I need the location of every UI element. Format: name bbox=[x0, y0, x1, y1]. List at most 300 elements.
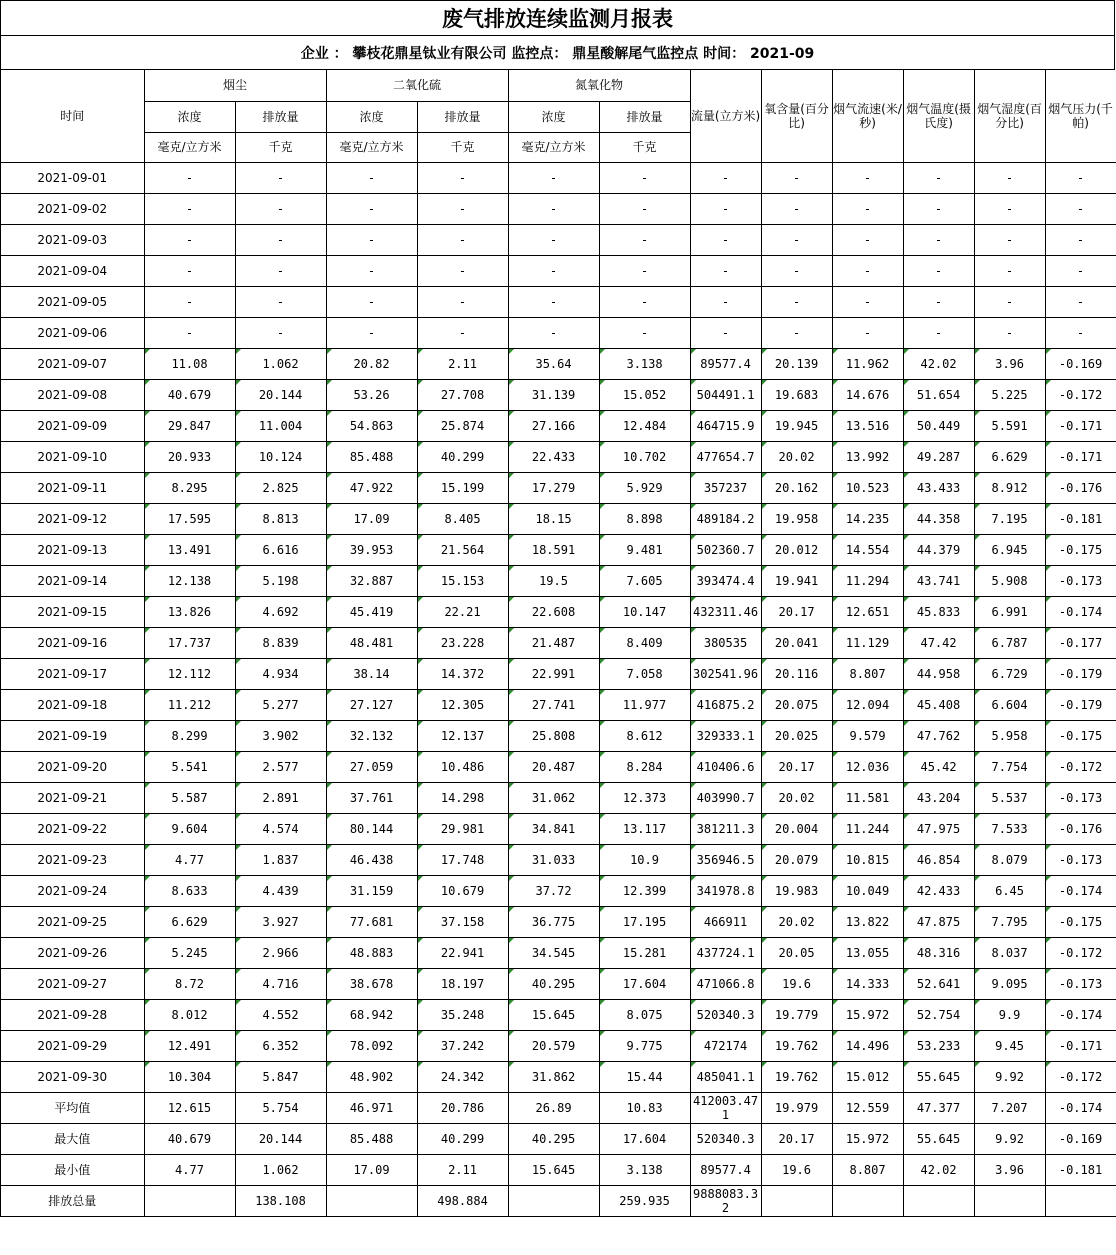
cell-flow: 485041.1 bbox=[690, 1061, 761, 1092]
cell-nox-emission: 10.83 bbox=[599, 1092, 690, 1123]
cell-so2-concentration: 48.481 bbox=[326, 627, 417, 658]
cell-humidity: 9.92 bbox=[974, 1123, 1045, 1154]
cell-flow: 341978.8 bbox=[690, 875, 761, 906]
cell-temperature: - bbox=[903, 193, 974, 224]
header-oxygen: 氧含量(百分比) bbox=[761, 70, 832, 162]
table-row bbox=[1, 348, 1116, 379]
cell-nox-emission: 17.195 bbox=[599, 906, 690, 937]
cell-dust-concentration: - bbox=[144, 193, 235, 224]
cell-humidity: 9.095 bbox=[974, 968, 1045, 999]
cell-velocity: 9.579 bbox=[832, 720, 903, 751]
cell-velocity: 11.962 bbox=[832, 348, 903, 379]
cell-so2-emission: 498.884 bbox=[417, 1185, 508, 1216]
cell-flow: - bbox=[690, 286, 761, 317]
cell-so2-concentration: 46.971 bbox=[326, 1092, 417, 1123]
cell-dust-concentration: 9.604 bbox=[144, 813, 235, 844]
cell-so2-emission: 22.941 bbox=[417, 937, 508, 968]
cell-so2-emission: 40.299 bbox=[417, 1123, 508, 1154]
cell-so2-concentration: 17.09 bbox=[326, 1154, 417, 1185]
cell-dust-concentration: 8.633 bbox=[144, 875, 235, 906]
cell-temperature: 44.379 bbox=[903, 534, 974, 565]
cell-velocity: 14.554 bbox=[832, 534, 903, 565]
cell-so2-concentration: 77.681 bbox=[326, 906, 417, 937]
header-dust-concentration: 浓度 bbox=[144, 101, 235, 132]
cell-so2-emission: 12.137 bbox=[417, 720, 508, 751]
cell-pressure: -0.175 bbox=[1045, 534, 1116, 565]
cell-temperature: - bbox=[903, 224, 974, 255]
cell-humidity: 5.225 bbox=[974, 379, 1045, 410]
cell-dust-emission: 20.144 bbox=[235, 1123, 326, 1154]
cell-velocity: 10.049 bbox=[832, 875, 903, 906]
cell-pressure: -0.173 bbox=[1045, 782, 1116, 813]
table-row bbox=[1, 317, 1116, 348]
cell-time: 2021-09-30 bbox=[1, 1061, 144, 1092]
cell-temperature: 47.377 bbox=[903, 1092, 974, 1123]
table-row bbox=[1, 875, 1116, 906]
cell-pressure: -0.174 bbox=[1045, 596, 1116, 627]
cell-so2-concentration: 68.942 bbox=[326, 999, 417, 1030]
cell-nox-concentration: 15.645 bbox=[508, 999, 599, 1030]
cell-flow: 302541.96 bbox=[690, 658, 761, 689]
cell-nox-emission: 12.484 bbox=[599, 410, 690, 441]
cell-velocity: 13.992 bbox=[832, 441, 903, 472]
cell-nox-concentration: 36.775 bbox=[508, 906, 599, 937]
cell-time: 2021-09-22 bbox=[1, 813, 144, 844]
cell-velocity: 14.333 bbox=[832, 968, 903, 999]
cell-velocity: 11.294 bbox=[832, 565, 903, 596]
cell-oxygen: - bbox=[761, 317, 832, 348]
cell-dust-concentration: 10.304 bbox=[144, 1061, 235, 1092]
cell-pressure: -0.174 bbox=[1045, 999, 1116, 1030]
cell-so2-emission: 22.21 bbox=[417, 596, 508, 627]
cell-so2-concentration: 27.127 bbox=[326, 689, 417, 720]
cell-time: 2021-09-20 bbox=[1, 751, 144, 782]
cell-so2-emission: 12.305 bbox=[417, 689, 508, 720]
cell-flow: - bbox=[690, 162, 761, 193]
cell-velocity: 14.235 bbox=[832, 503, 903, 534]
cell-time: 2021-09-10 bbox=[1, 441, 144, 472]
table-row bbox=[1, 1030, 1116, 1061]
cell-pressure: -0.173 bbox=[1045, 968, 1116, 999]
cell-dust-emission: 4.716 bbox=[235, 968, 326, 999]
cell-so2-concentration bbox=[326, 1185, 417, 1216]
cell-flow: - bbox=[690, 255, 761, 286]
cell-velocity: - bbox=[832, 193, 903, 224]
cell-time: 2021-09-24 bbox=[1, 875, 144, 906]
cell-flow: 437724.1 bbox=[690, 937, 761, 968]
cell-so2-concentration: - bbox=[326, 193, 417, 224]
cell-temperature: - bbox=[903, 317, 974, 348]
cell-oxygen: - bbox=[761, 224, 832, 255]
cell-velocity: 12.094 bbox=[832, 689, 903, 720]
cell-dust-emission: 20.144 bbox=[235, 379, 326, 410]
cell-nox-concentration: - bbox=[508, 286, 599, 317]
cell-oxygen: 20.079 bbox=[761, 844, 832, 875]
cell-so2-concentration: - bbox=[326, 317, 417, 348]
cell-humidity: 6.629 bbox=[974, 441, 1045, 472]
cell-nox-concentration: 25.808 bbox=[508, 720, 599, 751]
cell-dust-concentration: 17.737 bbox=[144, 627, 235, 658]
cell-dust-emission: 1.837 bbox=[235, 844, 326, 875]
cell-dust-concentration: 4.77 bbox=[144, 844, 235, 875]
cell-dust-concentration: 40.679 bbox=[144, 1123, 235, 1154]
cell-temperature: 51.654 bbox=[903, 379, 974, 410]
cell-dust-emission: 2.825 bbox=[235, 472, 326, 503]
cell-temperature: 48.316 bbox=[903, 937, 974, 968]
cell-oxygen: - bbox=[761, 162, 832, 193]
cell-flow: 504491.1 bbox=[690, 379, 761, 410]
cell-nox-concentration: 37.72 bbox=[508, 875, 599, 906]
cell-temperature: 44.358 bbox=[903, 503, 974, 534]
cell-oxygen: 19.941 bbox=[761, 565, 832, 596]
cell-humidity: 6.991 bbox=[974, 596, 1045, 627]
cell-temperature: 45.408 bbox=[903, 689, 974, 720]
header-velocity: 烟气流速(米/秒) bbox=[832, 70, 903, 162]
cell-pressure: - bbox=[1045, 224, 1116, 255]
cell-oxygen: 20.17 bbox=[761, 596, 832, 627]
emission-table bbox=[1, 70, 1116, 1217]
cell-dust-concentration: 8.012 bbox=[144, 999, 235, 1030]
cell-nox-emission: 10.702 bbox=[599, 441, 690, 472]
cell-dust-emission: 10.124 bbox=[235, 441, 326, 472]
cell-dust-concentration: 8.72 bbox=[144, 968, 235, 999]
cell-flow: 329333.1 bbox=[690, 720, 761, 751]
header-nox-concentration: 浓度 bbox=[508, 101, 599, 132]
table-row bbox=[1, 782, 1116, 813]
cell-nox-concentration: - bbox=[508, 317, 599, 348]
header-so2-concentration: 浓度 bbox=[326, 101, 417, 132]
cell-nox-concentration: 21.487 bbox=[508, 627, 599, 658]
cell-velocity: 12.651 bbox=[832, 596, 903, 627]
header-nox: 氮氧化物 bbox=[508, 70, 690, 101]
cell-so2-concentration: - bbox=[326, 286, 417, 317]
cell-oxygen: 19.979 bbox=[761, 1092, 832, 1123]
cell-nox-emission: 8.612 bbox=[599, 720, 690, 751]
cell-temperature: 45.42 bbox=[903, 751, 974, 782]
table-row bbox=[1, 937, 1116, 968]
cell-time: 2021-09-23 bbox=[1, 844, 144, 875]
cell-dust-concentration bbox=[144, 1185, 235, 1216]
cell-nox-emission: 8.284 bbox=[599, 751, 690, 782]
cell-velocity: 15.012 bbox=[832, 1061, 903, 1092]
cell-time: 2021-09-15 bbox=[1, 596, 144, 627]
cell-nox-concentration: 34.841 bbox=[508, 813, 599, 844]
cell-time: 2021-09-21 bbox=[1, 782, 144, 813]
cell-so2-concentration: 45.419 bbox=[326, 596, 417, 627]
cell-so2-emission: 37.158 bbox=[417, 906, 508, 937]
cell-velocity: - bbox=[832, 224, 903, 255]
cell-dust-emission: 11.004 bbox=[235, 410, 326, 441]
cell-flow: - bbox=[690, 224, 761, 255]
cell-so2-emission: 29.981 bbox=[417, 813, 508, 844]
cell-dust-concentration: 12.112 bbox=[144, 658, 235, 689]
cell-nox-emission: 17.604 bbox=[599, 968, 690, 999]
cell-nox-concentration: 18.591 bbox=[508, 534, 599, 565]
cell-so2-emission: 23.228 bbox=[417, 627, 508, 658]
cell-nox-concentration: 22.991 bbox=[508, 658, 599, 689]
cell-temperature: 49.287 bbox=[903, 441, 974, 472]
cell-humidity: 8.079 bbox=[974, 844, 1045, 875]
cell-so2-concentration: 48.902 bbox=[326, 1061, 417, 1092]
cell-humidity: 5.908 bbox=[974, 565, 1045, 596]
cell-dust-concentration: - bbox=[144, 255, 235, 286]
cell-dust-emission: 3.902 bbox=[235, 720, 326, 751]
cell-dust-emission: 2.577 bbox=[235, 751, 326, 782]
cell-dust-concentration: 40.679 bbox=[144, 379, 235, 410]
cell-velocity: 13.516 bbox=[832, 410, 903, 441]
cell-pressure: -0.175 bbox=[1045, 720, 1116, 751]
cell-temperature: 47.42 bbox=[903, 627, 974, 658]
cell-temperature: 52.754 bbox=[903, 999, 974, 1030]
cell-temperature: 43.204 bbox=[903, 782, 974, 813]
header-so2-emission: 排放量 bbox=[417, 101, 508, 132]
cell-oxygen: 20.139 bbox=[761, 348, 832, 379]
header-dust: 烟尘 bbox=[144, 70, 326, 101]
cell-dust-concentration: 20.933 bbox=[144, 441, 235, 472]
cell-nox-emission: 15.281 bbox=[599, 937, 690, 968]
cell-so2-emission: 15.199 bbox=[417, 472, 508, 503]
cell-dust-concentration: 8.295 bbox=[144, 472, 235, 503]
cell-pressure: -0.173 bbox=[1045, 844, 1116, 875]
cell-time: 2021-09-19 bbox=[1, 720, 144, 751]
cell-so2-concentration: 39.953 bbox=[326, 534, 417, 565]
cell-so2-concentration: 38.678 bbox=[326, 968, 417, 999]
cell-dust-emission: 2.891 bbox=[235, 782, 326, 813]
cell-oxygen: - bbox=[761, 286, 832, 317]
cell-dust-concentration: 6.629 bbox=[144, 906, 235, 937]
table-row bbox=[1, 1061, 1116, 1092]
cell-pressure: -0.179 bbox=[1045, 658, 1116, 689]
cell-so2-emission: 14.298 bbox=[417, 782, 508, 813]
table-row bbox=[1, 255, 1116, 286]
cell-humidity: 6.45 bbox=[974, 875, 1045, 906]
cell-temperature: 45.833 bbox=[903, 596, 974, 627]
cell-nox-emission: 5.929 bbox=[599, 472, 690, 503]
cell-velocity: 14.496 bbox=[832, 1030, 903, 1061]
header-time: 时间 bbox=[1, 70, 144, 162]
cell-humidity: 8.037 bbox=[974, 937, 1045, 968]
header-pressure: 烟气压力(千帕) bbox=[1045, 70, 1116, 162]
cell-velocity: 15.972 bbox=[832, 999, 903, 1030]
cell-time: 2021-09-04 bbox=[1, 255, 144, 286]
cell-so2-emission: 18.197 bbox=[417, 968, 508, 999]
cell-pressure: -0.181 bbox=[1045, 1154, 1116, 1185]
cell-oxygen: 19.983 bbox=[761, 875, 832, 906]
header-so2-conc-unit: 毫克/立方米 bbox=[326, 132, 417, 162]
cell-temperature: 53.233 bbox=[903, 1030, 974, 1061]
cell-dust-concentration: 8.299 bbox=[144, 720, 235, 751]
cell-nox-concentration: 17.279 bbox=[508, 472, 599, 503]
cell-flow: 520340.3 bbox=[690, 1123, 761, 1154]
cell-velocity: - bbox=[832, 286, 903, 317]
table-row bbox=[1, 1123, 1116, 1154]
table-row bbox=[1, 472, 1116, 503]
cell-nox-emission: 9.775 bbox=[599, 1030, 690, 1061]
table-row bbox=[1, 162, 1116, 193]
cell-flow: 464715.9 bbox=[690, 410, 761, 441]
cell-dust-emission: 5.198 bbox=[235, 565, 326, 596]
cell-nox-concentration: 20.579 bbox=[508, 1030, 599, 1061]
cell-dust-emission: 138.108 bbox=[235, 1185, 326, 1216]
cell-temperature: 47.975 bbox=[903, 813, 974, 844]
cell-oxygen: 20.116 bbox=[761, 658, 832, 689]
cell-nox-emission: 8.409 bbox=[599, 627, 690, 658]
cell-oxygen: 19.945 bbox=[761, 410, 832, 441]
cell-so2-emission: 8.405 bbox=[417, 503, 508, 534]
cell-pressure: -0.177 bbox=[1045, 627, 1116, 658]
cell-so2-concentration: 78.092 bbox=[326, 1030, 417, 1061]
cell-humidity: - bbox=[974, 193, 1045, 224]
cell-nox-emission: 17.604 bbox=[599, 1123, 690, 1154]
cell-pressure: -0.171 bbox=[1045, 441, 1116, 472]
cell-temperature: - bbox=[903, 162, 974, 193]
cell-velocity: - bbox=[832, 255, 903, 286]
cell-pressure: - bbox=[1045, 317, 1116, 348]
cell-nox-concentration: 20.487 bbox=[508, 751, 599, 782]
table-row bbox=[1, 1154, 1116, 1185]
cell-so2-emission: 17.748 bbox=[417, 844, 508, 875]
cell-velocity: 12.559 bbox=[832, 1092, 903, 1123]
cell-temperature: 44.958 bbox=[903, 658, 974, 689]
cell-so2-emission: - bbox=[417, 317, 508, 348]
cell-nox-emission: 10.147 bbox=[599, 596, 690, 627]
cell-nox-concentration: - bbox=[508, 255, 599, 286]
cell-so2-concentration: 38.14 bbox=[326, 658, 417, 689]
cell-nox-concentration: 22.433 bbox=[508, 441, 599, 472]
cell-flow: 9888083.32 bbox=[690, 1185, 761, 1216]
cell-velocity: - bbox=[832, 317, 903, 348]
cell-pressure: -0.172 bbox=[1045, 937, 1116, 968]
cell-dust-concentration: 11.08 bbox=[144, 348, 235, 379]
cell-dust-concentration: 5.541 bbox=[144, 751, 235, 782]
cell-flow: 89577.4 bbox=[690, 1154, 761, 1185]
cell-so2-emission: - bbox=[417, 224, 508, 255]
cell-nox-emission: 12.399 bbox=[599, 875, 690, 906]
cell-temperature: 43.433 bbox=[903, 472, 974, 503]
cell-flow: 466911 bbox=[690, 906, 761, 937]
cell-time: 2021-09-06 bbox=[1, 317, 144, 348]
cell-dust-emission: 5.754 bbox=[235, 1092, 326, 1123]
cell-humidity: 3.96 bbox=[974, 348, 1045, 379]
cell-dust-concentration: 11.212 bbox=[144, 689, 235, 720]
cell-velocity bbox=[832, 1185, 903, 1216]
cell-pressure: - bbox=[1045, 255, 1116, 286]
table-row bbox=[1, 999, 1116, 1030]
cell-nox-concentration: 31.062 bbox=[508, 782, 599, 813]
cell-humidity bbox=[974, 1185, 1045, 1216]
cell-nox-emission: 7.058 bbox=[599, 658, 690, 689]
cell-so2-concentration: 17.09 bbox=[326, 503, 417, 534]
cell-temperature: 46.854 bbox=[903, 844, 974, 875]
cell-dust-emission: - bbox=[235, 193, 326, 224]
cell-so2-emission: 40.299 bbox=[417, 441, 508, 472]
cell-dust-concentration: 13.826 bbox=[144, 596, 235, 627]
header-so2: 二氧化硫 bbox=[326, 70, 508, 101]
cell-oxygen: 20.075 bbox=[761, 689, 832, 720]
cell-nox-concentration: - bbox=[508, 224, 599, 255]
header-flow: 流量(立方米) bbox=[690, 70, 761, 162]
cell-oxygen: 20.004 bbox=[761, 813, 832, 844]
cell-dust-concentration: 12.615 bbox=[144, 1092, 235, 1123]
cell-velocity: 11.129 bbox=[832, 627, 903, 658]
cell-time: 排放总量 bbox=[1, 1185, 144, 1216]
cell-dust-concentration: - bbox=[144, 317, 235, 348]
cell-nox-emission: 13.117 bbox=[599, 813, 690, 844]
cell-dust-emission: 4.934 bbox=[235, 658, 326, 689]
cell-nox-emission: 3.138 bbox=[599, 348, 690, 379]
header-nox-conc-unit: 毫克/立方米 bbox=[508, 132, 599, 162]
cell-time: 2021-09-12 bbox=[1, 503, 144, 534]
cell-dust-emission: 1.062 bbox=[235, 1154, 326, 1185]
cell-oxygen bbox=[761, 1185, 832, 1216]
table-row bbox=[1, 1092, 1116, 1123]
cell-temperature: 55.645 bbox=[903, 1061, 974, 1092]
cell-pressure: -0.169 bbox=[1045, 348, 1116, 379]
table-row bbox=[1, 689, 1116, 720]
cell-pressure: -0.179 bbox=[1045, 689, 1116, 720]
cell-nox-emission: 15.44 bbox=[599, 1061, 690, 1092]
cell-time: 2021-09-17 bbox=[1, 658, 144, 689]
cell-time: 2021-09-09 bbox=[1, 410, 144, 441]
cell-oxygen: 20.05 bbox=[761, 937, 832, 968]
cell-time: 2021-09-14 bbox=[1, 565, 144, 596]
header-dust-emission-unit: 千克 bbox=[235, 132, 326, 162]
cell-nox-concentration: - bbox=[508, 193, 599, 224]
cell-humidity: 6.729 bbox=[974, 658, 1045, 689]
cell-so2-emission: 2.11 bbox=[417, 348, 508, 379]
cell-nox-concentration: 34.545 bbox=[508, 937, 599, 968]
cell-humidity: - bbox=[974, 224, 1045, 255]
cell-nox-concentration: 35.64 bbox=[508, 348, 599, 379]
cell-so2-emission: 37.242 bbox=[417, 1030, 508, 1061]
cell-so2-emission: - bbox=[417, 162, 508, 193]
cell-velocity: 11.581 bbox=[832, 782, 903, 813]
cell-pressure: - bbox=[1045, 286, 1116, 317]
table-row bbox=[1, 286, 1116, 317]
cell-dust-concentration: 12.491 bbox=[144, 1030, 235, 1061]
cell-nox-concentration: 22.608 bbox=[508, 596, 599, 627]
cell-oxygen: 20.02 bbox=[761, 782, 832, 813]
cell-dust-emission: 5.847 bbox=[235, 1061, 326, 1092]
cell-time: 2021-09-07 bbox=[1, 348, 144, 379]
cell-humidity: - bbox=[974, 162, 1045, 193]
cell-oxygen: 19.762 bbox=[761, 1061, 832, 1092]
cell-oxygen: 19.6 bbox=[761, 1154, 832, 1185]
table-row bbox=[1, 596, 1116, 627]
table-body bbox=[1, 162, 1116, 1216]
cell-so2-concentration: 37.761 bbox=[326, 782, 417, 813]
cell-temperature: 55.645 bbox=[903, 1123, 974, 1154]
cell-dust-concentration: 17.595 bbox=[144, 503, 235, 534]
cell-oxygen: 20.02 bbox=[761, 441, 832, 472]
cell-temperature: 50.449 bbox=[903, 410, 974, 441]
cell-flow: 520340.3 bbox=[690, 999, 761, 1030]
cell-nox-emission: - bbox=[599, 162, 690, 193]
cell-so2-concentration: 32.132 bbox=[326, 720, 417, 751]
cell-time: 最大值 bbox=[1, 1123, 144, 1154]
cell-velocity: 10.815 bbox=[832, 844, 903, 875]
cell-oxygen: - bbox=[761, 193, 832, 224]
cell-oxygen: 20.02 bbox=[761, 906, 832, 937]
cell-nox-concentration bbox=[508, 1185, 599, 1216]
cell-temperature: 42.433 bbox=[903, 875, 974, 906]
cell-flow: 477654.7 bbox=[690, 441, 761, 472]
cell-so2-emission: 14.372 bbox=[417, 658, 508, 689]
cell-temperature: 42.02 bbox=[903, 348, 974, 379]
table-row bbox=[1, 379, 1116, 410]
cell-oxygen: 20.162 bbox=[761, 472, 832, 503]
cell-flow: 410406.6 bbox=[690, 751, 761, 782]
